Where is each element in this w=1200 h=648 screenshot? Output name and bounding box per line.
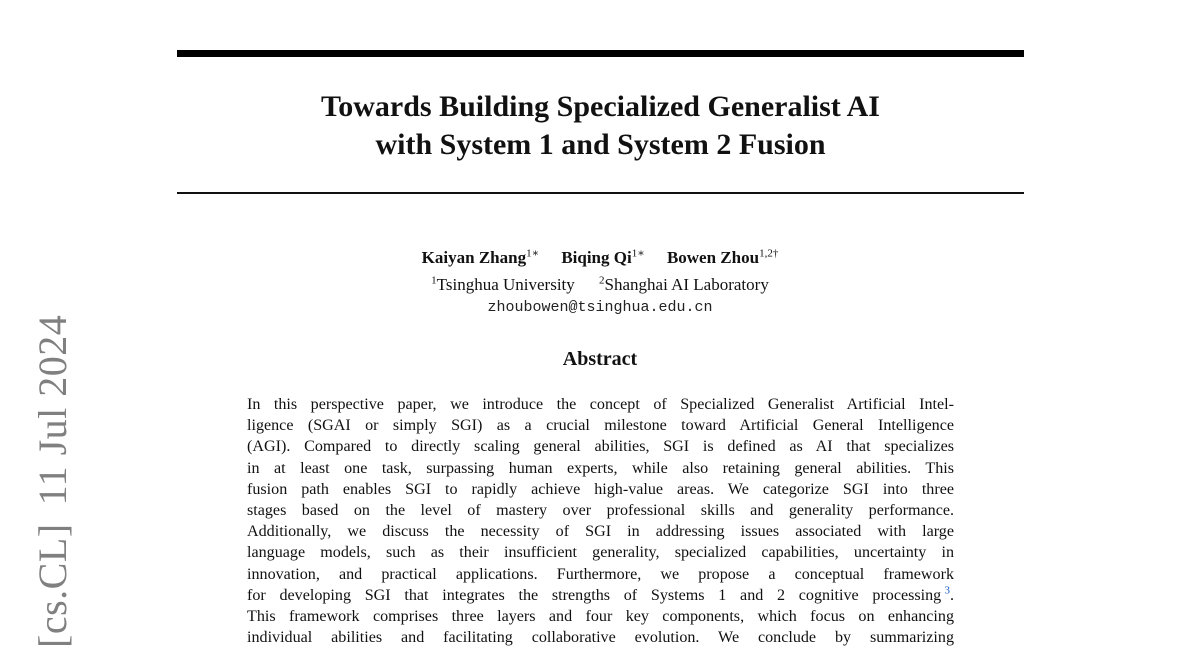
affiliation-list [0, 274, 1200, 296]
affiliation: $^2$Shanghai AI Laboratory [599, 274, 769, 294]
title-line-1: Towards Building Specialized Generalist AI [321, 90, 880, 123]
contact-email: zhoubowen@tsinghua.edu.cn [487, 299, 713, 316]
abstract-line: (AGI). Compared to directly scaling general abilities, SGI is defined as AI that specializes [247, 438, 954, 456]
arxiv-category: [cs.CL] [30, 523, 75, 648]
abstract-line: individual abilities and facilitating collaborative evolution. We conclude by summarizing [247, 629, 954, 647]
abstract-body [247, 394, 954, 648]
abstract-line: in at least one task, surpassing human experts, while also retaining general abilities. This [247, 459, 954, 477]
abstract-line: In this perspective paper, we introduce the concept of Specialized Generalist Artificial Intel- [247, 396, 954, 413]
title-line-2: with System 1 and System 2 Fusion [375, 128, 826, 161]
paper-title [177, 88, 1024, 164]
author: Biqing $Qi^{1∗}$ [561, 247, 645, 267]
abstract-line: innovation, and practical applications. Furthermore, we propose a conceptual framework [247, 565, 954, 583]
abstract-line: This framework comprises three layers and four key components, which focus on enhancing [247, 608, 954, 626]
abstract-line-text: for developing SGI that integrates the strengths of Systems 1 and 2 cognitive processing [247, 586, 942, 604]
author-list [0, 247, 1200, 269]
abstract-line: stages based on the level of mastery over professional skills and generality performance. [247, 502, 954, 520]
author: Kaiyan Zhang$^{1∗}$ [421, 247, 540, 267]
author: Bowen Zhou$^{1,2\dagger}$ [666, 247, 779, 267]
abstract-line: Additionally, we discuss the necessity of SGI in addressing issues associated with large [247, 523, 954, 541]
abstract-line: ligence (SGAI or simply SGI) as a crucial milestone toward Artificial General Intelligence [247, 417, 954, 435]
citation-trailing: . [949, 586, 954, 604]
title-bottom-rule [177, 192, 1024, 194]
abstract-heading: Abstract [562, 348, 638, 370]
footnote-link[interactable]: 3 [944, 584, 950, 597]
abstract-line: fusion path enables SGI to rapidly achieve high-value areas. We categorize SGI into three [247, 480, 954, 498]
abstract-line-with-citation [247, 585, 954, 606]
abstract-line: language models, such as their insufficient generality, specialized capabilities, uncertainty in [247, 544, 954, 562]
arxiv-date: 11 Jul 2024 [30, 314, 75, 506]
affiliation: $^1$Tsinghua University [431, 274, 575, 294]
title-top-rule [177, 50, 1024, 57]
